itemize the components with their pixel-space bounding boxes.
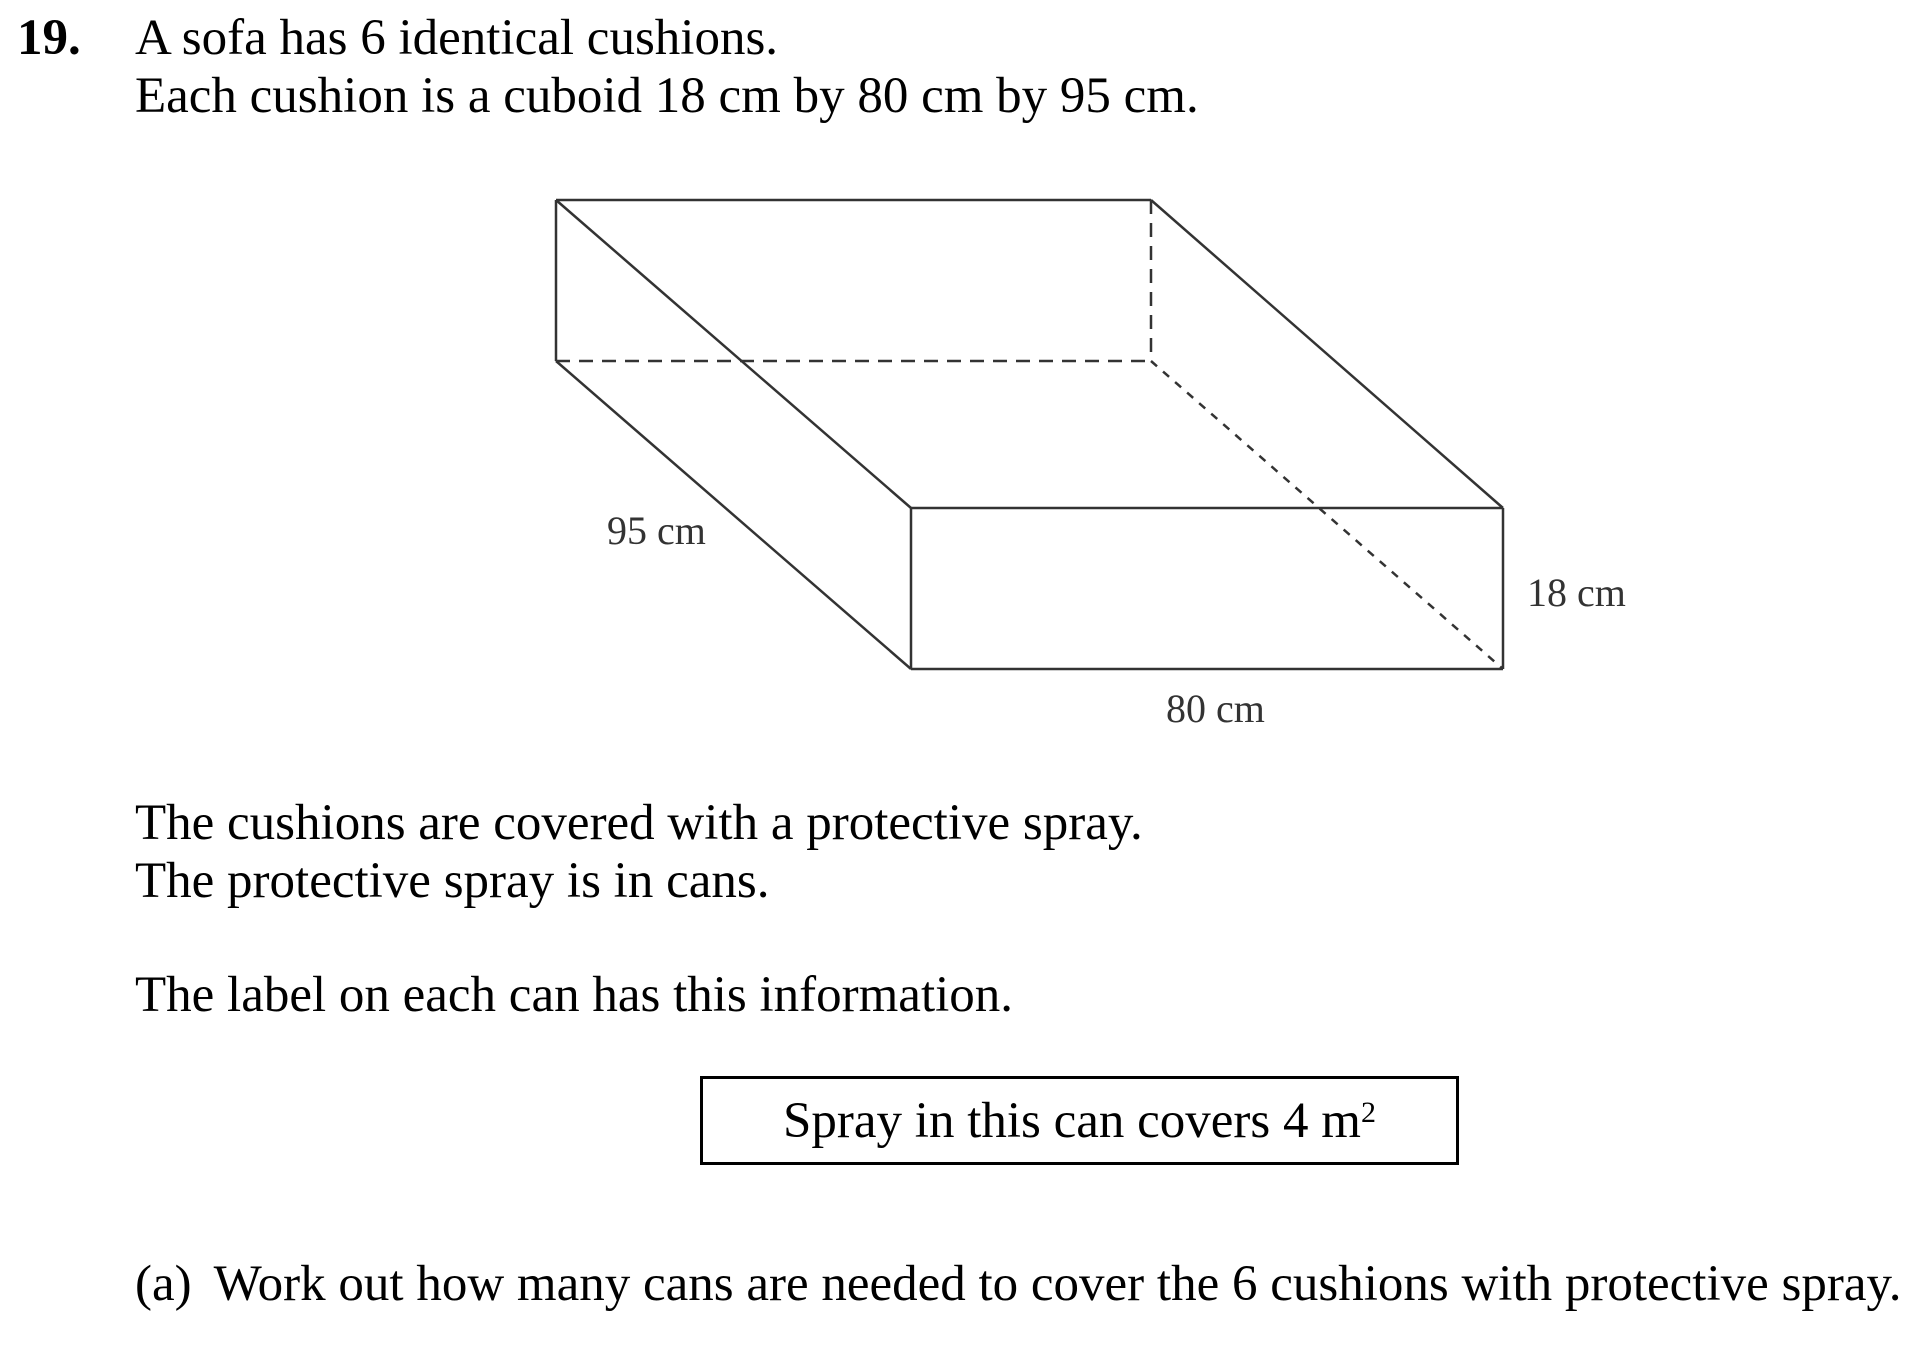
part-a-text: Work out how many cans are needed to cover the 6 cushions with protective spray. bbox=[213, 1256, 1902, 1312]
question-number: 19. bbox=[17, 10, 81, 66]
cuboid-edge-top-right bbox=[1151, 200, 1503, 508]
can-label-superscript: 2 bbox=[1360, 1095, 1376, 1129]
dimension-label-depth: 95 cm bbox=[607, 508, 706, 553]
question-intro-line-2: Each cushion is a cuboid 18 cm by 80 cm by 95 cm. bbox=[135, 68, 1199, 124]
cuboid-edge-top-left bbox=[556, 200, 911, 508]
cover-text-line-2: The protective spray is in cans. bbox=[135, 853, 770, 909]
part-a-question bbox=[135, 1254, 1901, 1314]
dimension-label-width: 80 cm bbox=[1166, 686, 1265, 731]
cuboid-hidden-edge-bottom-right bbox=[1151, 361, 1503, 669]
part-a-marker: (a) bbox=[135, 1256, 192, 1312]
can-label-box bbox=[700, 1076, 1459, 1165]
cover-text-line-1: The cushions are covered with a protective spray. bbox=[135, 795, 1143, 851]
dimension-label-height: 18 cm bbox=[1527, 570, 1626, 615]
question-intro-line-1: A sofa has 6 identical cushions. bbox=[135, 10, 779, 66]
can-label-text: Spray in this can covers 4 m bbox=[783, 1092, 1361, 1149]
label-intro-text: The label on each can has this information. bbox=[135, 967, 1014, 1023]
